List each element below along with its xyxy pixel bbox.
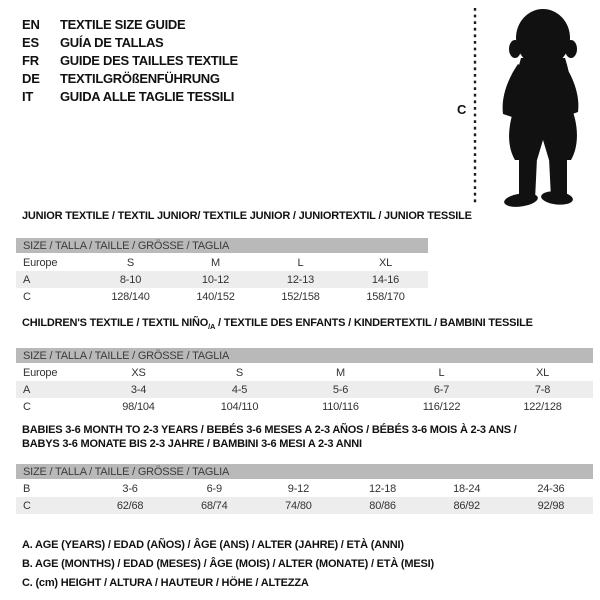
- lang-code-en: EN: [22, 16, 40, 32]
- table-row: [16, 381, 593, 398]
- row-label-a: A: [23, 383, 31, 396]
- age-cell: 3-6: [122, 483, 138, 495]
- babies-size-header-row: [16, 464, 593, 480]
- height-cell: 62/68: [116, 499, 144, 512]
- size-cell: L: [297, 257, 304, 269]
- junior-heading: JUNIOR TEXTILE / TEXTIL JUNIOR/ TEXTILE JUNIOR / JUNIORTEXTIL / JUNIOR TESSILE: [22, 210, 472, 222]
- height-cell: 98/104: [122, 400, 155, 413]
- babies-size-table: [16, 464, 593, 514]
- age-cell: 12-18: [368, 483, 397, 495]
- babies-heading-line2: BABYS 3-6 MONATE BIS 2-3 JAHRE / BAMBINI 3-6 MESI A 2-3 ANNI: [22, 438, 362, 450]
- footnote-b: B. AGE (MONTHS) / EDAD (MESES) / ÂGE (MOIS) / ALTER (MONATE) / ETÀ (MESI): [22, 558, 434, 570]
- size-cell: M: [336, 367, 345, 380]
- age-cell: 8-10: [119, 273, 142, 286]
- babies-heading: [22, 423, 593, 451]
- age-cell: 4-5: [231, 383, 248, 396]
- children-size-table: [16, 348, 593, 415]
- lang-title-es: GUÍA DE TALLAS: [60, 34, 164, 50]
- lang-code-it: IT: [22, 88, 34, 104]
- junior-size-header: SIZE / TALLA / TAILLE / GRÖSSE / TAGLIA: [16, 238, 428, 254]
- height-cell: 158/170: [366, 290, 405, 303]
- row-label-c: C: [23, 290, 31, 303]
- children-heading-post: / TEXTILE DES ENFANTS / KINDERTEXTIL / BAMBINI TESSILE: [215, 317, 533, 329]
- language-title-list: [22, 15, 238, 105]
- lang-row-de: [22, 69, 238, 87]
- children-heading: [22, 317, 593, 333]
- row-label-europe: Europe: [23, 367, 58, 380]
- row-label-a: A: [23, 273, 31, 286]
- table-row: [16, 271, 428, 288]
- size-cell: XS: [131, 367, 146, 380]
- table-row: [16, 480, 593, 497]
- age-cell: 12-13: [286, 273, 315, 286]
- height-cell: 140/152: [196, 290, 235, 303]
- height-cell: 74/80: [285, 499, 312, 512]
- lang-code-fr: FR: [22, 52, 39, 68]
- height-cell: 122/128: [523, 400, 562, 413]
- age-cell: 18-24: [453, 483, 481, 495]
- lang-row-fr: [22, 51, 238, 69]
- lang-code-de: DE: [22, 70, 40, 86]
- age-cell: 9-12: [287, 483, 309, 495]
- children-size-header: SIZE / TALLA / TAILLE / GRÖSSE / TAGLIA: [16, 348, 593, 364]
- table-row: [16, 398, 593, 415]
- junior-size-table: [16, 238, 428, 305]
- height-cell: 104/110: [220, 400, 259, 413]
- age-cell: 5-6: [332, 383, 349, 396]
- lang-title-fr: GUIDE DES TAILLES TEXTILE: [60, 52, 238, 68]
- row-label-b: B: [23, 483, 31, 495]
- section-children: [16, 317, 593, 415]
- size-cell: XL: [378, 257, 393, 269]
- age-cell: 6-9: [206, 483, 222, 495]
- children-heading-pre: CHILDREN'S TEXTILE / TEXTIL NIÑO: [22, 317, 209, 329]
- height-cell: 92/98: [537, 499, 565, 512]
- toddler-silhouette: [452, 6, 597, 208]
- age-cell: 24-36: [537, 483, 565, 495]
- size-cell: M: [211, 257, 220, 269]
- height-cell: 110/116: [322, 400, 359, 413]
- height-cell: 128/140: [111, 290, 150, 303]
- lang-title-en: TEXTILE SIZE GUIDE: [60, 16, 186, 32]
- age-cell: 7-8: [534, 383, 551, 396]
- row-label-c: C: [23, 499, 31, 512]
- children-size-header-row: [16, 348, 593, 364]
- section-junior: [16, 210, 472, 305]
- height-cell: 152/158: [281, 290, 320, 303]
- toddler-shape: [503, 9, 579, 208]
- height-measure-label: C: [457, 102, 467, 117]
- lang-code-es: ES: [22, 34, 39, 50]
- lang-row-es: [22, 33, 238, 51]
- size-cell: S: [126, 257, 135, 269]
- age-cell: 14-16: [371, 273, 400, 286]
- table-row: [16, 364, 593, 381]
- section-babies: [16, 423, 593, 514]
- legend-footnotes: [22, 536, 434, 593]
- children-heading-sub: /A: [208, 322, 216, 332]
- size-cell: S: [235, 367, 244, 380]
- height-cell: 68/74: [200, 499, 228, 512]
- babies-heading-line1: BABIES 3-6 MONTH TO 2-3 YEARS / BEBÉS 3-6 MESES A 2-3 AÑOS / BÉBÉS 3-6 MOIS À 2-3 ANS /: [22, 424, 517, 436]
- footnote-c: C. (cm) HEIGHT / ALTURA / HAUTEUR / HÖHE / ALTEZZA: [22, 577, 309, 589]
- footnote-a: A. AGE (YEARS) / EDAD (AÑOS) / ÂGE (ANS) / ALTER (JAHRE) / ETÀ (ANNI): [22, 539, 404, 551]
- height-cell: 86/92: [453, 499, 480, 512]
- row-label-c: C: [23, 400, 31, 413]
- age-cell: 3-4: [130, 383, 147, 396]
- row-label-europe: Europe: [23, 257, 58, 269]
- babies-size-header: SIZE / TALLA / TAILLE / GRÖSSE / TAGLIA: [16, 464, 593, 480]
- junior-size-header-row: [16, 238, 428, 254]
- lang-row-en: [22, 15, 238, 33]
- lang-row-it: [22, 87, 238, 105]
- lang-title-de: TEXTILGRÖßENFÜHRUNG: [60, 70, 220, 86]
- height-cell: 116/122: [422, 400, 461, 413]
- size-cell: XL: [535, 367, 550, 380]
- age-cell: 6-7: [433, 383, 450, 396]
- age-cell: 10-12: [201, 273, 230, 286]
- lang-title-it: GUIDA ALLE TAGLIE TESSILI: [60, 88, 235, 104]
- table-row: [16, 254, 428, 271]
- table-row: [16, 288, 428, 305]
- height-cell: 80/86: [369, 499, 396, 512]
- table-row: [16, 497, 593, 514]
- size-cell: L: [438, 367, 445, 380]
